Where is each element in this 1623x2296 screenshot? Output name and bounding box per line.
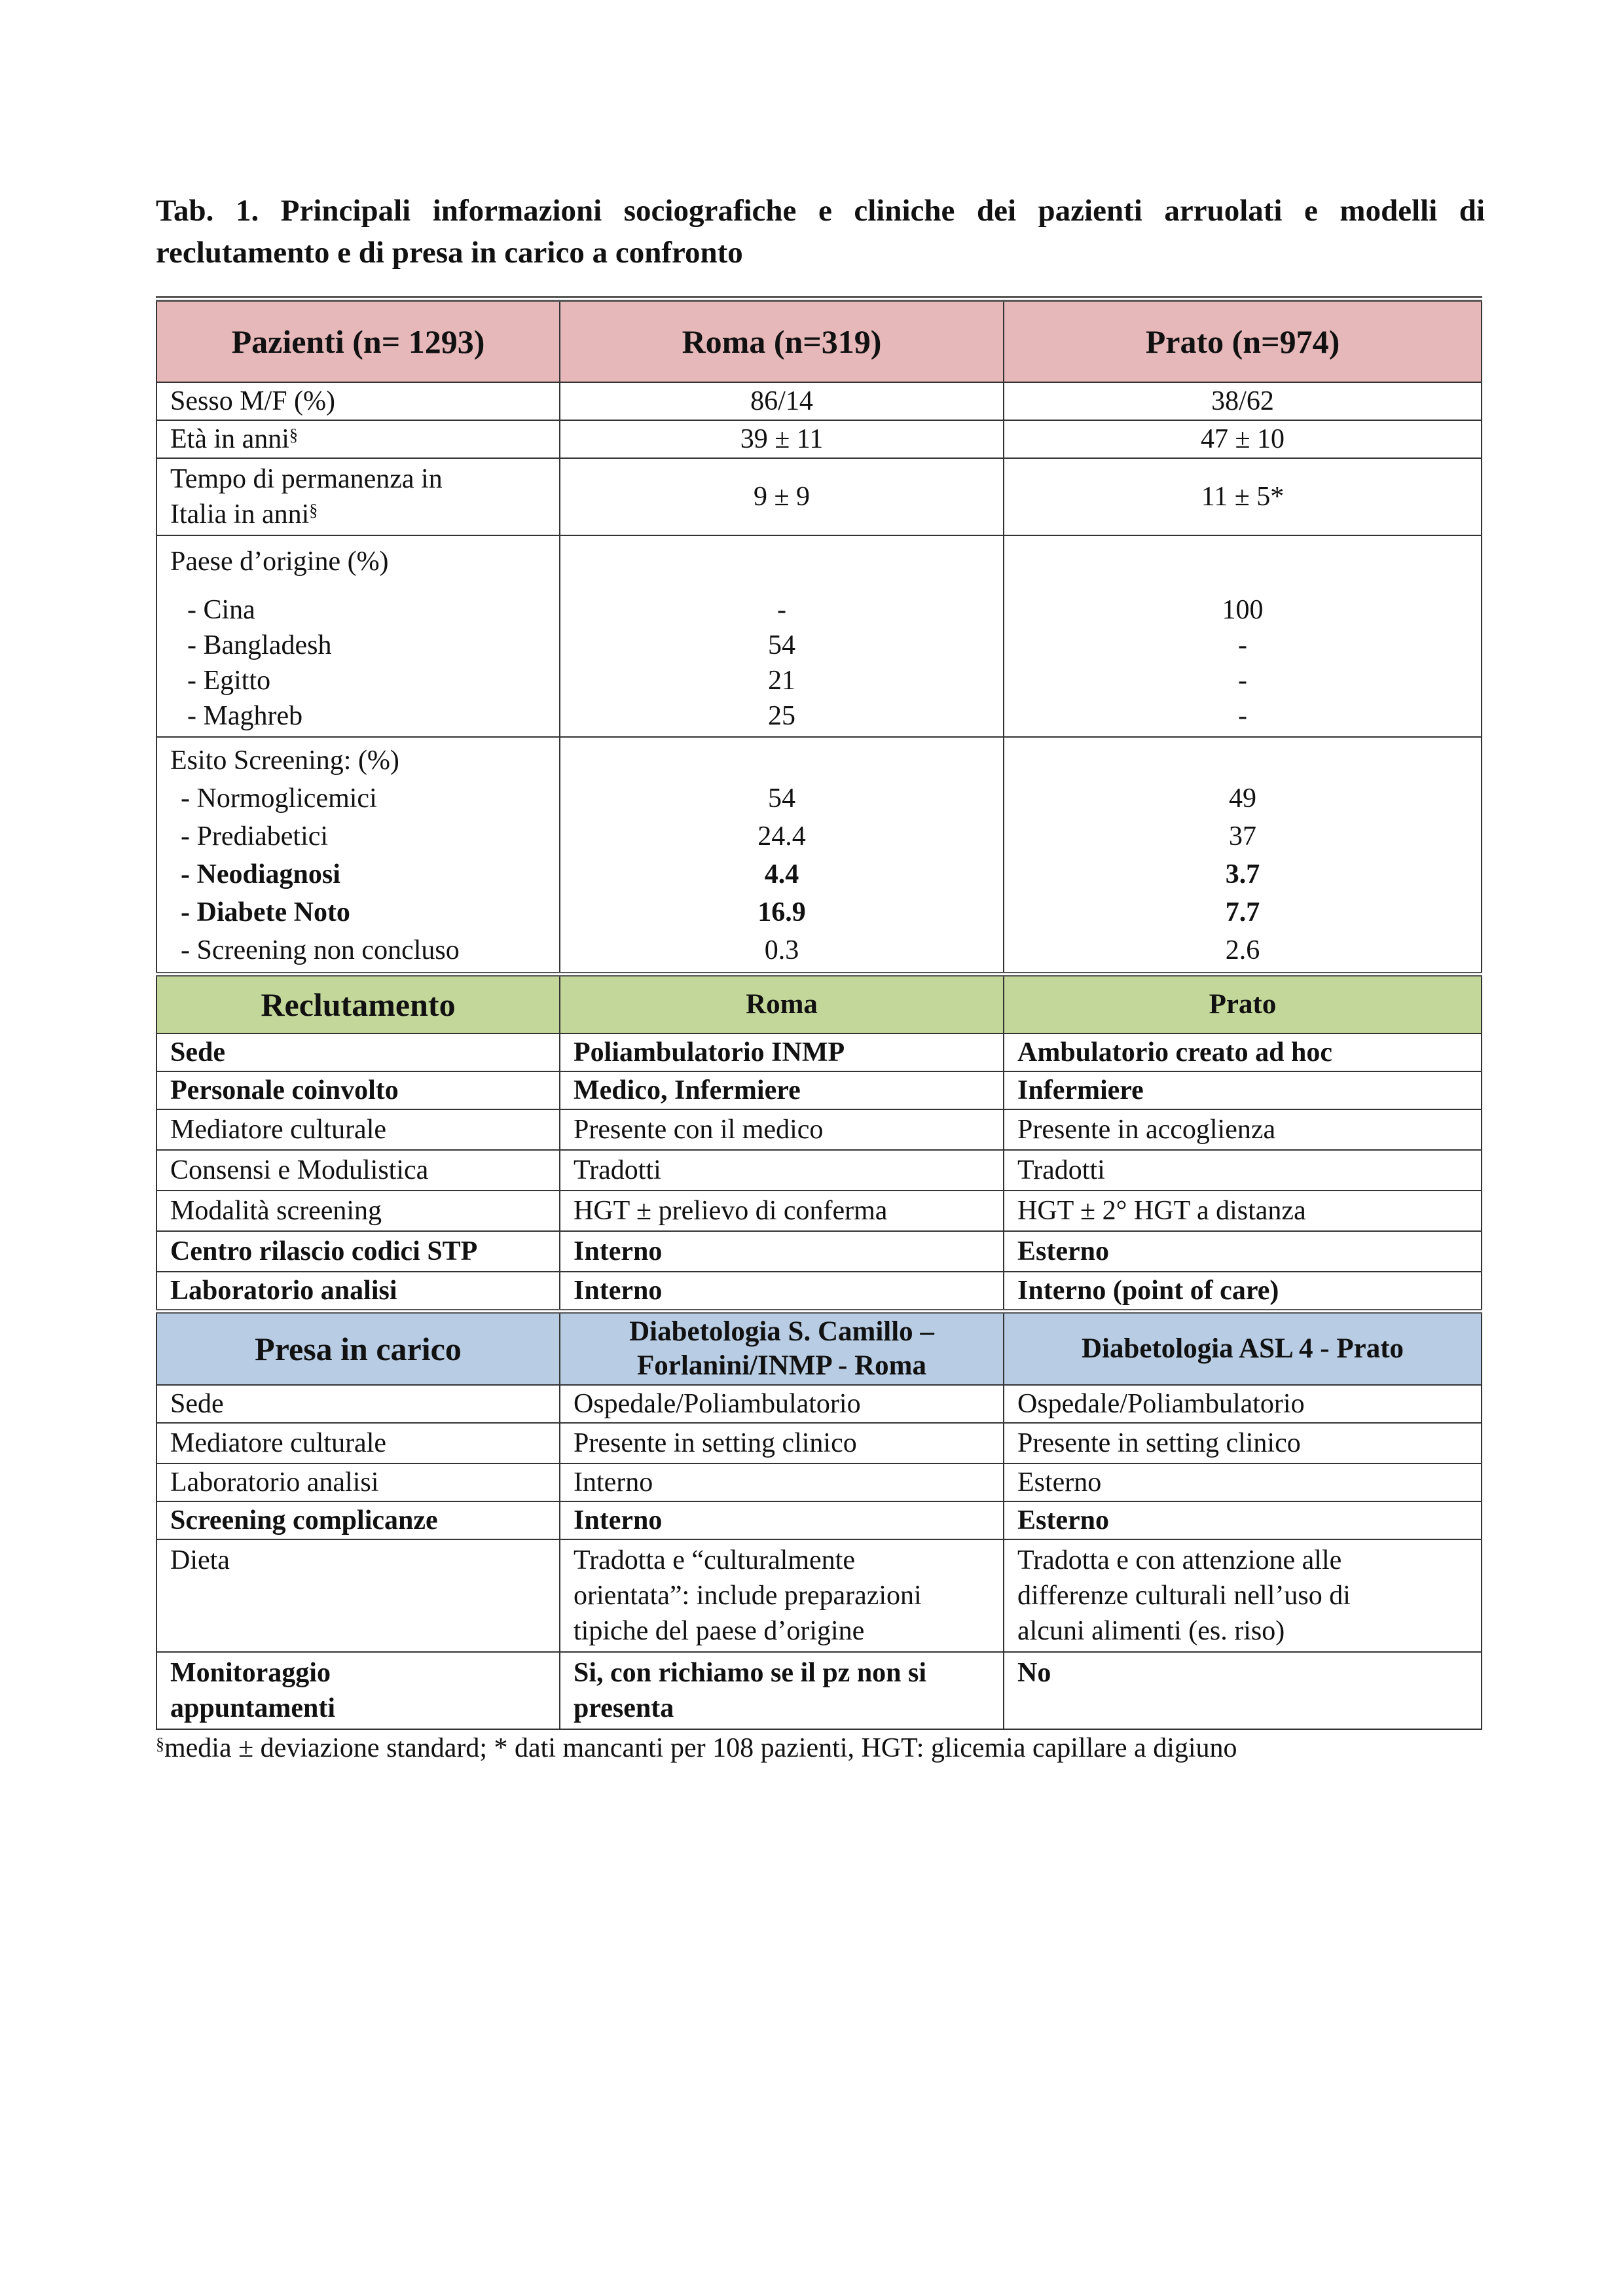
roma-value: Si, con richiamo se il pz non si presenta — [560, 1652, 1004, 1729]
row-label: Sesso M/F (%) — [156, 382, 560, 420]
row-label: Laboratorio analisi — [156, 1463, 560, 1501]
care-header-label: Presa in carico — [156, 1312, 560, 1386]
footnote-marker: § — [289, 425, 298, 444]
prato-value: 38/62 — [1004, 382, 1482, 420]
patients-header-row — [156, 299, 1482, 383]
row-label: Sede — [156, 1385, 560, 1423]
prato-value: Infermiere — [1004, 1071, 1482, 1109]
row-label: Consensi e Modulistica — [156, 1150, 560, 1191]
roma-value: Interno — [560, 1501, 1004, 1539]
table-row — [156, 1150, 1482, 1191]
care-header-row — [156, 1312, 1482, 1386]
prato-value: Ospedale/Poliambulatorio — [1004, 1385, 1482, 1423]
prato-value: Ambulatorio creato ad hoc — [1004, 1033, 1482, 1071]
table-footnote: §media ± deviazione standard; * dati mancanti per 108 pazienti, HGT: glicemia capillare a digiuno — [156, 1733, 1237, 1763]
row-label: Mediatore culturale — [156, 1109, 560, 1150]
table-row — [156, 1231, 1482, 1272]
prato-value: Esterno — [1004, 1501, 1482, 1539]
table-row — [156, 382, 1482, 420]
prato-value: Esterno — [1004, 1463, 1482, 1501]
row-label: Età in anni§ — [156, 420, 560, 458]
row-label: Laboratorio analisi — [156, 1272, 560, 1312]
roma-value: Poliambulatorio INMP — [560, 1033, 1004, 1071]
table-row — [156, 1501, 1482, 1539]
roma-value: Presente con il medico — [560, 1109, 1004, 1150]
table-caption: Tab. 1. Principali informazioni sociografiche e cliniche dei pazienti arruolati e modelli di reclutamento e di presa in carico a confronto — [156, 194, 1485, 270]
row-label: Personale coinvolto — [156, 1071, 560, 1109]
recruitment-roma-header: Roma — [560, 975, 1004, 1034]
table-row — [156, 1272, 1482, 1312]
roma-value: Presente in setting clinico — [560, 1423, 1004, 1463]
recruitment-header-row — [156, 975, 1482, 1034]
prato-value: No — [1004, 1652, 1482, 1729]
recruitment-header-label: Reclutamento — [156, 975, 560, 1034]
care-prato-header: Diabetologia ASL 4 - Prato — [1004, 1312, 1482, 1386]
screening-labels: Esito Screening: (%) - Normoglicemici - Prediabetici - Neodiagnosi - Diabete Noto - Screening non concluso — [156, 737, 560, 975]
footnote-marker: § — [309, 501, 318, 520]
table-row — [156, 1109, 1482, 1150]
row-label: Modalità screening — [156, 1191, 560, 1231]
row-label: Mediatore culturale — [156, 1423, 560, 1463]
screening-roma-values: 54 24.4 4.4 16.9 0.3 — [560, 737, 1004, 975]
table-row — [156, 1385, 1482, 1423]
table-row — [156, 1463, 1482, 1501]
screening-row — [156, 737, 1482, 975]
row-label: Sede — [156, 1033, 560, 1071]
table-row — [156, 420, 1482, 458]
roma-value: Interno — [560, 1463, 1004, 1501]
origin-labels: Paese d’origine (%) - Cina - Bangladesh - Egitto - Maghreb — [156, 535, 560, 737]
care-roma-header: Diabetologia S. Camillo – Forlanini/INMP - Roma — [560, 1312, 1004, 1386]
table-row — [156, 458, 1482, 535]
table-row — [156, 1033, 1482, 1071]
comparison-table — [156, 296, 1482, 1730]
footnote-marker: § — [156, 1734, 164, 1753]
roma-value: Interno — [560, 1231, 1004, 1272]
table-row — [156, 1191, 1482, 1231]
row-label: Tempo di permanenza in Italia in anni§ — [156, 458, 560, 535]
prato-value: Tradotta e con attenzione alle differenze culturali nell’uso di alcuni alimenti (es. riso) — [1004, 1539, 1482, 1652]
origin-roma-values: - 54 21 25 — [560, 535, 1004, 737]
roma-value: Medico, Infermiere — [560, 1071, 1004, 1109]
diet-row — [156, 1539, 1482, 1652]
prato-value: 47 ± 10 — [1004, 420, 1482, 458]
prato-value: Tradotti — [1004, 1150, 1482, 1191]
prato-value: Interno (point of care) — [1004, 1272, 1482, 1312]
prato-value: Presente in accoglienza — [1004, 1109, 1482, 1150]
roma-value: Interno — [560, 1272, 1004, 1312]
row-label: Centro rilascio codici STP — [156, 1231, 560, 1272]
table-row — [156, 1071, 1482, 1109]
roma-value: 9 ± 9 — [560, 458, 1004, 535]
patients-header-label: Pazienti (n= 1293) — [156, 299, 560, 383]
roma-value: 86/14 — [560, 382, 1004, 420]
row-label: Monitoraggio appuntamenti — [156, 1652, 560, 1729]
roma-value: HGT ± prelievo di conferma — [560, 1191, 1004, 1231]
prato-value: HGT ± 2° HGT a distanza — [1004, 1191, 1482, 1231]
recruitment-prato-header: Prato — [1004, 975, 1482, 1034]
monitoring-row — [156, 1652, 1482, 1729]
roma-header: Roma (n=319) — [560, 299, 1004, 383]
roma-value: 39 ± 11 — [560, 420, 1004, 458]
roma-value: Tradotti — [560, 1150, 1004, 1191]
prato-value: Esterno — [1004, 1231, 1482, 1272]
screening-prato-values: 49 37 3.7 7.7 2.6 — [1004, 737, 1482, 975]
table-row — [156, 1423, 1482, 1463]
prato-header: Prato (n=974) — [1004, 299, 1482, 383]
origin-row — [156, 535, 1482, 737]
row-label: Screening complicanze — [156, 1501, 560, 1539]
roma-value: Tradotta e “culturalmente orientata”: include preparazioni tipiche del paese d’origine — [560, 1539, 1004, 1652]
origin-prato-values: 100 - - - — [1004, 535, 1482, 737]
roma-value: Ospedale/Poliambulatorio — [560, 1385, 1004, 1423]
prato-value: Presente in setting clinico — [1004, 1423, 1482, 1463]
prato-value: 11 ± 5* — [1004, 458, 1482, 535]
row-label: Dieta — [156, 1539, 560, 1652]
